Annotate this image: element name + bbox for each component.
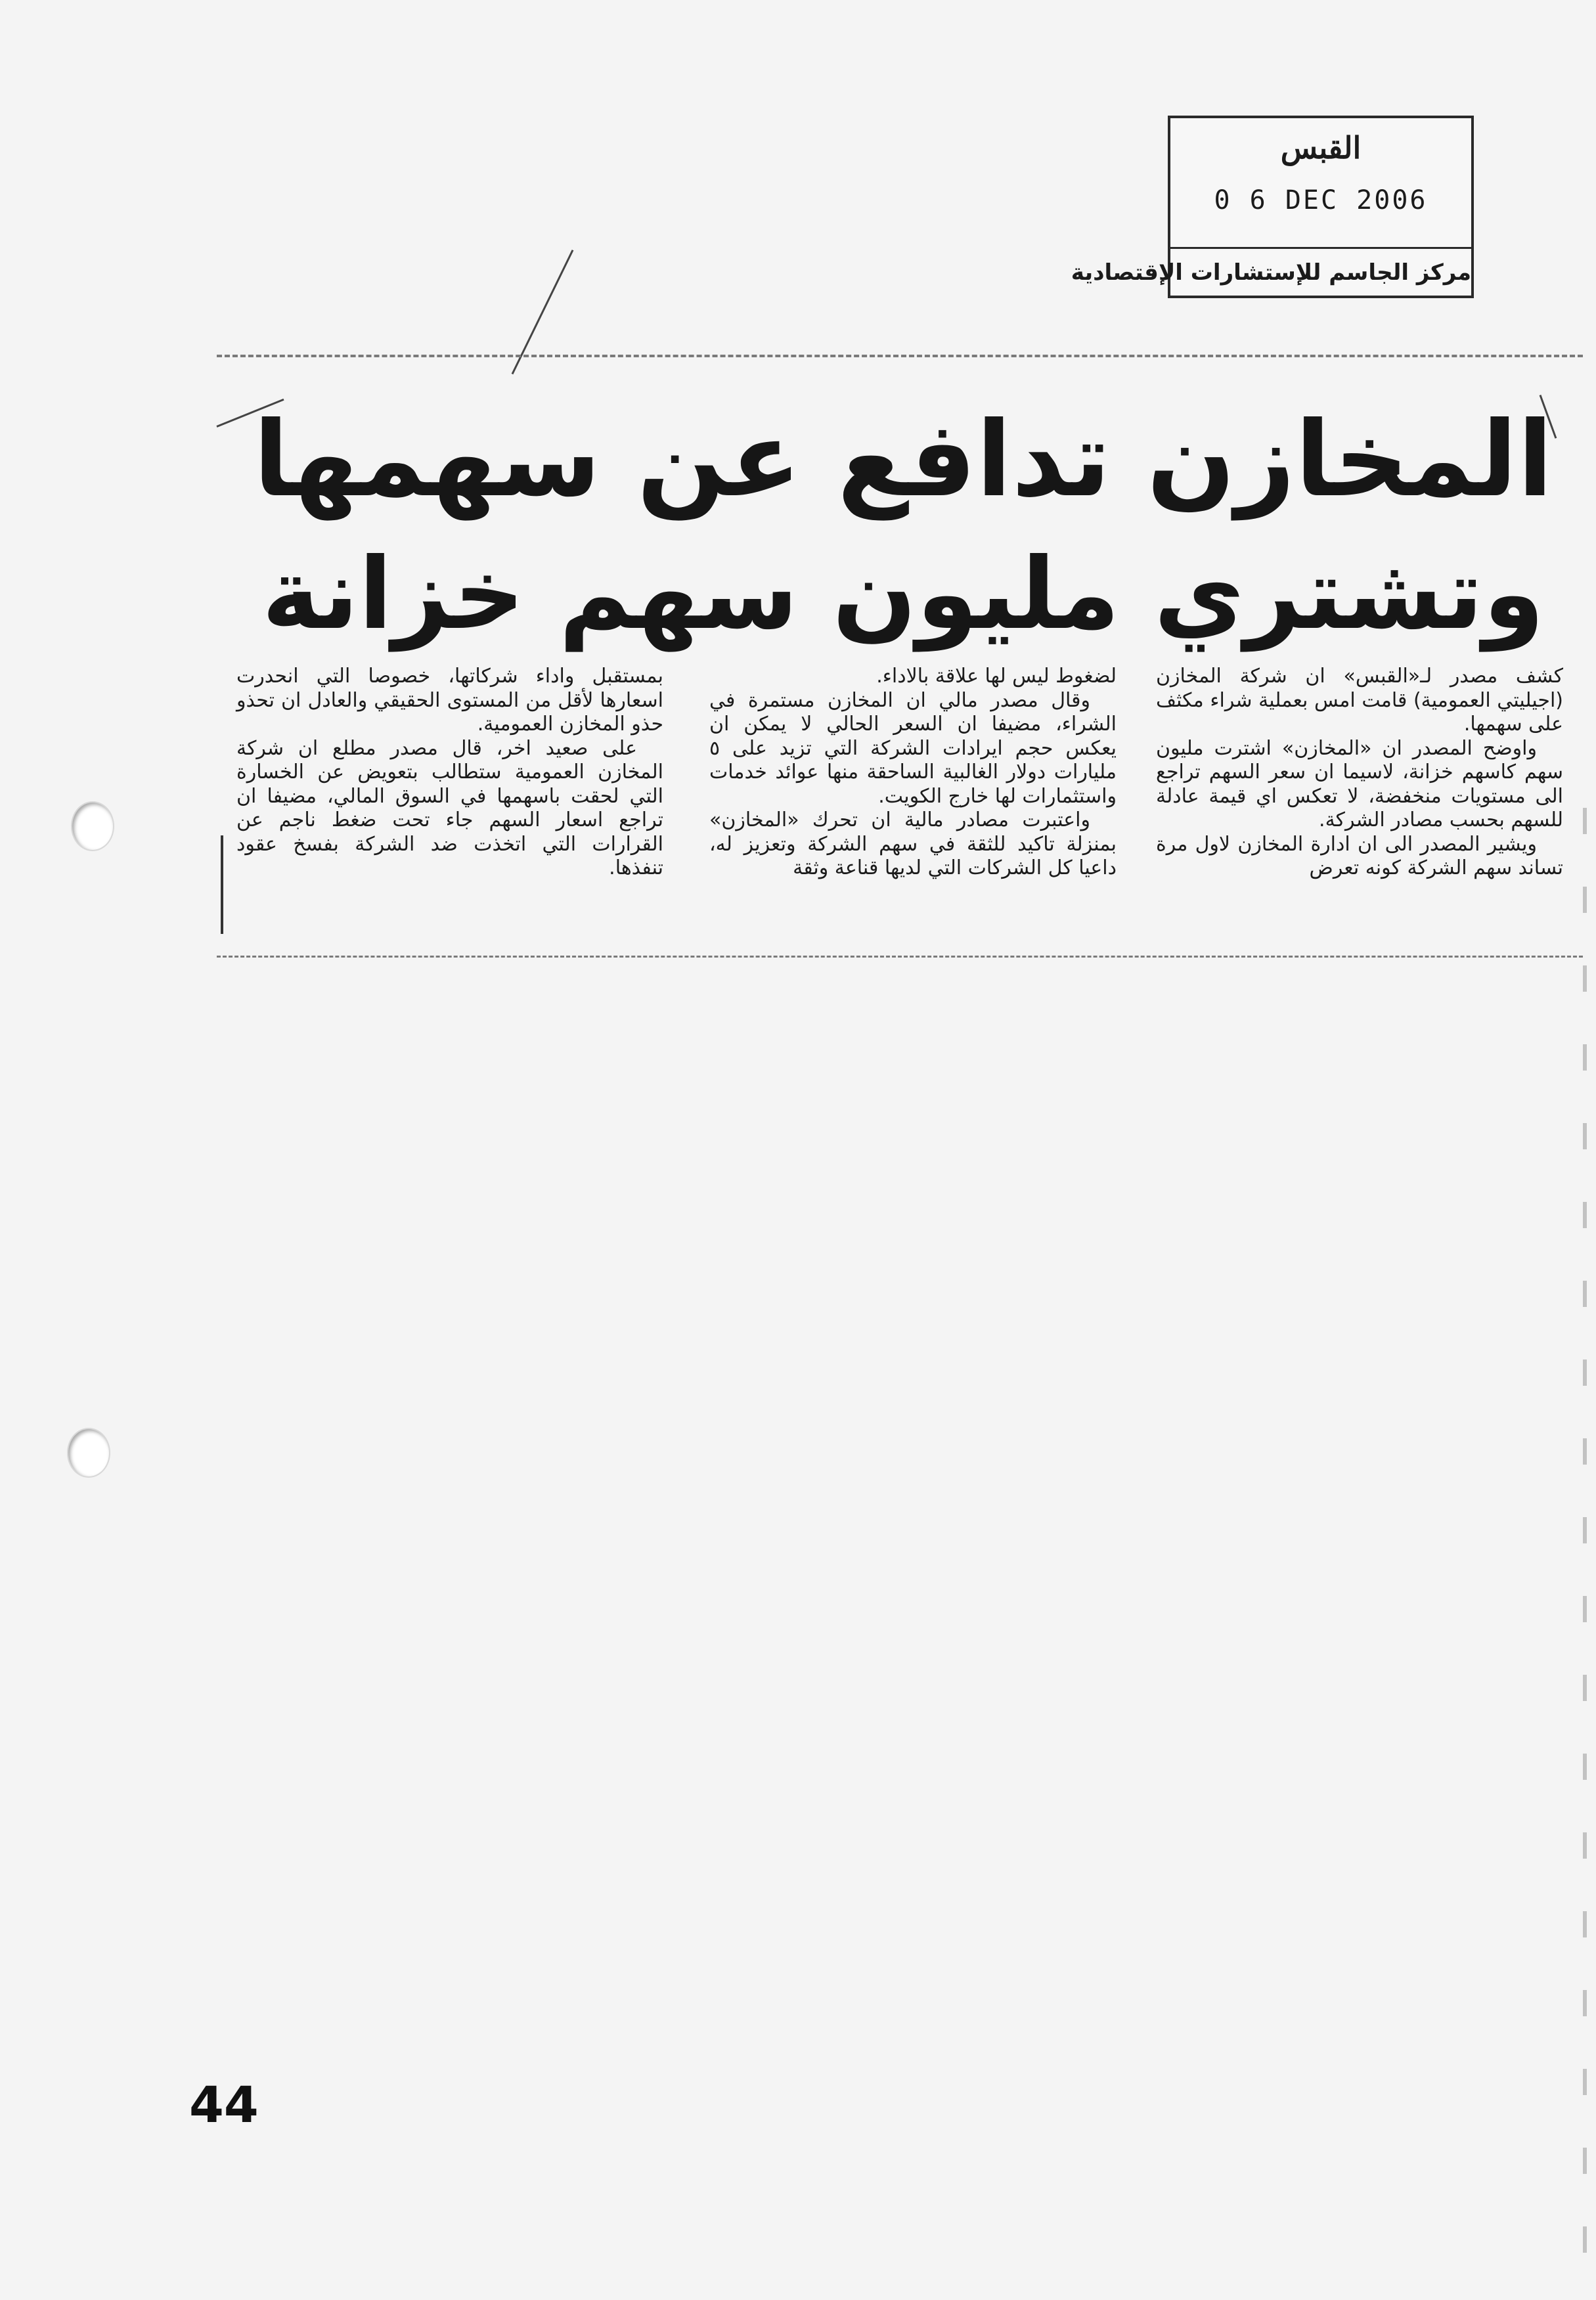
punch-hole-bottom (68, 1429, 109, 1476)
paragraph: وقال مصدر مالي ان المخازن مستمرة في الشراء، مضيفا ان السعر الحالي لا يمكن ان يعكس حجم ايرادات الشركة التي تزيد على ٥ مليارات دولار الغالبية الساحقة منها عوائد خدمات واستثمارات لها خارج الكويت. (709, 688, 1117, 808)
stamp-date: 0 6 DEC 2006 (1214, 185, 1428, 215)
stamp-newspaper-logo (1170, 130, 1471, 166)
paragraph: كشف مصدر لـ«القبس» ان شركة المخازن (اجيليتي العمومية) قامت امس بعملية شراء مكثف على سهمها. (1156, 665, 1563, 736)
stamp-footer: مركز الجاسم للإستشارات الإقتصادية (1071, 259, 1471, 286)
paragraph: واوضح المصدر ان «المخازن» اشترت مليون سهم كاسهم خزانة، لاسيما ان سعر السهم تراجع الى مستويات منخفضة، لا تعكس اي قيمة عادلة للسهم بحسب مصادر الشركة. (1156, 736, 1563, 831)
paragraph: بمستقبل واداء شركاتها، خصوصا التي انحدرت اسعارها لأقل من المستوى الحقيقي والعادل ان تحذو حذو المخازن العمومية. (236, 665, 663, 736)
clipping-top-edge (217, 355, 1583, 357)
margin-bracket-mark (221, 835, 227, 934)
paragraph: لضغوط ليس لها علاقة بالاداء. (876, 665, 1117, 688)
article-column-2 (709, 665, 1117, 954)
paragraph: ويشير المصدر الى ان ادارة المخازن لاول مرة تساند سهم الشركة كونه تعرض (1156, 832, 1563, 879)
stamp-logo-text: القبس (1280, 130, 1362, 166)
stamp-divider (1170, 247, 1471, 249)
page-number: 44 (189, 2075, 259, 2134)
archive-stamp (1071, 116, 1474, 298)
headline-line-2: وتشتري مليون سهم خزانة (261, 537, 1545, 652)
article-column-1 (1156, 665, 1563, 954)
punch-hole-top (72, 803, 113, 850)
headline-line-1: المخازن تدافع عن سهمها (253, 399, 1553, 520)
paragraph: على صعيد اخر، قال مصدر مطلع ان شركة المخازن العمومية ستطالب بتعويض عن الخسارة التي لحقت باسهمها في السوق المالي، مضيفا ان تراجع اسعار السهم جاء تحت ضغط ناجم عن القرارات التي اتخذت ضد الشركة بفسخ عقود تنفذها. (236, 736, 663, 879)
clipping-bottom-edge (217, 956, 1583, 958)
article-column-3 (236, 665, 663, 954)
paragraph: واعتبرت مصادر مالية ان تحرك «المخازن» بمنزلة تاكيد للثقة في سهم الشركة وتعزيز له، داعيا كل الشركات التي لديها قناعة وثقة (709, 808, 1117, 879)
page-edge-marks (1583, 808, 1587, 2253)
